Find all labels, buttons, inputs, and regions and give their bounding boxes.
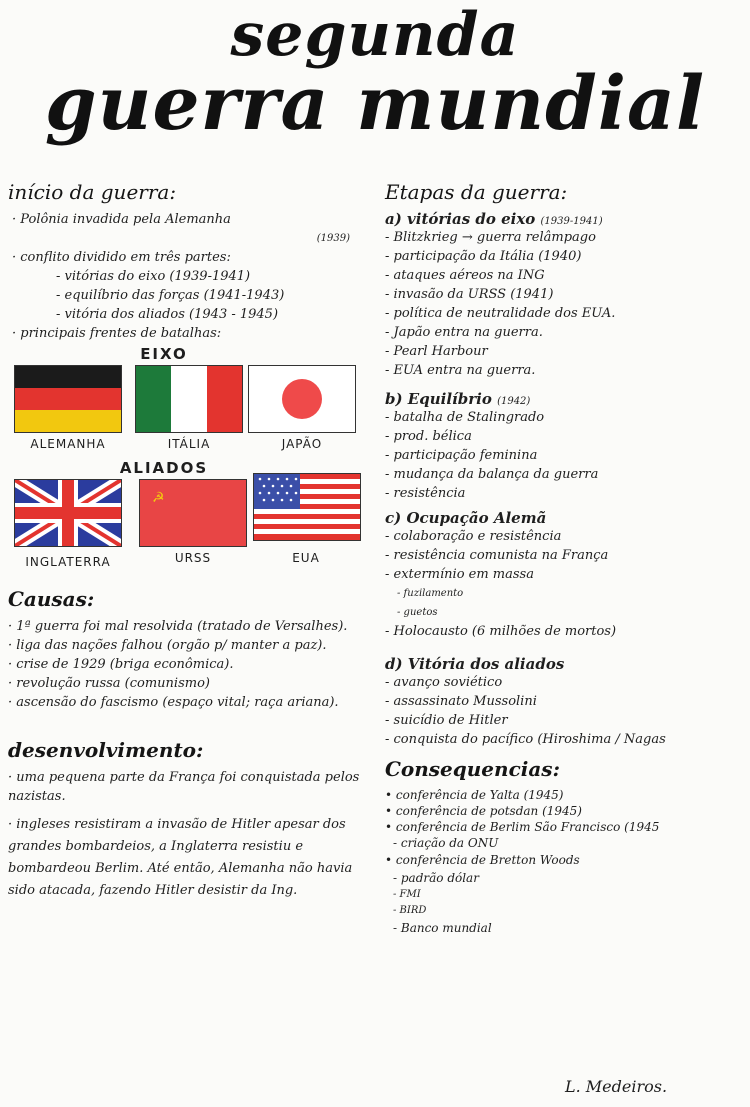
left-column — [8, 180, 380, 902]
etapa-c-subitem: - fuzilamento — [397, 588, 464, 599]
causas-item-text: 1ª guerra foi mal resolvida (tratado de Versalhes). — [16, 619, 348, 634]
etapa-b-item: - mudança da balança da guerra — [385, 467, 599, 482]
etapa-c-item: - resistência comunista na França — [385, 548, 609, 563]
consequencias-subitem: - padrão dólar — [393, 871, 479, 885]
etapa-b-years: (1942) — [497, 396, 531, 407]
consequencias-subitem: - BIRD — [393, 905, 427, 916]
causas-item: · revolução russa (comunismo) — [8, 676, 210, 691]
etapa-d-title: d) Vitória dos aliados — [385, 655, 565, 673]
consequencias-item: • conferência de Berlim São Francisco (1945 — [385, 820, 660, 834]
uk-flag — [14, 479, 122, 547]
etapa-a-item: - ataques aéreos na ING — [385, 268, 545, 283]
ussr-flag — [139, 479, 247, 547]
etapa-c-item: - extermínio em massa — [385, 567, 534, 582]
usa-flag-graphic — [254, 474, 360, 540]
etapa-d-item: - conquista do pacífico (Hiroshima / Nagas — [385, 732, 666, 747]
inicio-item-text: conflito dividido em três partes: — [20, 250, 231, 265]
causas-item: · ascensão do fascismo (espaço vital; raça ariana). — [8, 695, 339, 710]
causas-item: · liga das nações falhou (orgão p/ manter a paz). — [8, 638, 327, 653]
eixo-flags — [8, 363, 380, 459]
inicio-subitem: - equilíbrio das forças (1941-1943) — [56, 288, 285, 303]
desenvolvimento-item: · ingleses resistiram a invasão de Hitler apesar dos grandes bombardeios, a Inglaterra resistiu e bombardeou Berlim. Até então, Alemanha não havia sido atacada, fazendo Hitler desistir da Ing. — [8, 817, 353, 898]
consequencias-item: • conferência de Bretton Woods — [385, 853, 580, 867]
etapa-a-item: - Pearl Harbour — [385, 344, 488, 359]
etapa-c-subitem: - guetos — [397, 607, 438, 618]
italy-flag — [135, 365, 243, 433]
flag-label-japao: JAPÃO — [281, 437, 323, 451]
consequencias-item: • conferência de Yalta (1945) — [385, 788, 564, 802]
title-line-1: segunda — [230, 0, 520, 70]
aliados-title: ALIADOS — [119, 459, 209, 477]
consequencias-subitem: - criação da ONU — [393, 836, 499, 850]
etapa-c-item: - Holocausto (6 milhões de mortos) — [385, 624, 617, 639]
consequencias-subitem: - FMI — [393, 889, 421, 900]
inicio-subitem: - vitórias do eixo (1939-1941) — [56, 269, 251, 284]
author-signature: L. Medeiros. — [565, 1077, 668, 1096]
etapa-a-years: (1939-1941) — [540, 216, 603, 227]
inicio-item: · conflito dividido em três partes: — [12, 250, 231, 265]
etapa-a-title — [385, 210, 745, 228]
consequencias-subitem: - Banco mundial — [393, 921, 492, 935]
etapa-d-item: - assassinato Mussolini — [385, 694, 537, 709]
inicio-item-text: Polônia invadida pela Alemanha — [20, 212, 231, 227]
right-column — [385, 180, 745, 937]
inicio-item-text: principais frentes de batalhas: — [20, 326, 222, 341]
causas-item-text: ascensão do fascismo (espaço vital; raça ariana). — [16, 695, 339, 710]
eixo-title: EIXO — [140, 345, 188, 363]
consequencias-item: • conferência de potsdan (1945) — [385, 804, 582, 818]
flag-label-urss: URSS — [174, 551, 212, 565]
etapa-a-item: - Japão entra na guerra. — [385, 325, 543, 340]
desenvolvimento-item-text: ingleses resistiram a invasão de Hitler apesar dos grandes bombardeios, a Inglaterra resistiu e bombardeou Berlim. Até então, Alemanha não havia sido atacada, fazendo Hitler desistir da Ing. — [8, 817, 353, 898]
causas-item: · crise de 1929 (briga econômica). — [8, 657, 234, 672]
aliados-flags — [8, 477, 380, 581]
etapa-a-item: - participação da Itália (1940) — [385, 249, 582, 264]
etapa-b-title-text: b) Equilíbrio — [385, 390, 492, 408]
desenvolvimento-item: · uma pequena parte da França foi conquistada pelos nazistas. — [8, 770, 360, 804]
causas-item-text: crise de 1929 (briga econômica). — [16, 657, 234, 672]
flag-label-inglaterra: INGLATERRA — [25, 555, 111, 569]
hammer-sickle-icon: ☭ — [152, 490, 165, 506]
causas-item-text: revolução russa (comunismo) — [16, 676, 210, 691]
etapa-a-item: - Blitzkrieg → guerra relâmpago — [385, 230, 596, 245]
flag-label-alemanha: ALEMANHA — [30, 437, 106, 451]
inicio-item: · Polônia invadida pela Alemanha — [12, 212, 231, 227]
inicio-heading: início da guerra: — [8, 180, 177, 204]
etapa-d-item: - suicídio de Hitler — [385, 713, 508, 728]
uk-flag-graphic — [15, 480, 121, 546]
etapa-b-item: - batalha de Stalingrado — [385, 410, 545, 425]
etapa-c-item: - colaboração e resistência — [385, 529, 562, 544]
flag-label-italia: ITÁLIA — [167, 437, 211, 451]
inicio-item: · principais frentes de batalhas: — [12, 326, 222, 341]
flag-label-eua: EUA — [292, 551, 320, 565]
title-line-2: guerra mundial — [44, 61, 706, 147]
etapa-a-item: - política de neutralidade dos EUA. — [385, 306, 616, 321]
etapa-a-title-text: a) vitórias do eixo — [385, 210, 536, 228]
desenvolvimento-heading: desenvolvimento: — [8, 738, 204, 762]
inicio-item-year: (1939) — [316, 233, 350, 244]
etapa-d-item: - avanço soviético — [385, 675, 503, 690]
japan-flag — [248, 365, 356, 433]
consequencias-heading: Consequencias: — [385, 757, 560, 781]
etapa-a-item: - invasão da URSS (1941) — [385, 287, 554, 302]
etapa-a-item: - EUA entra na guerra. — [385, 363, 536, 378]
inicio-subitem: - vitória dos aliados (1943 - 1945) — [56, 307, 279, 322]
germany-flag — [14, 365, 122, 433]
etapas-heading: Etapas da guerra: — [385, 180, 568, 204]
causas-heading: Causas: — [8, 587, 95, 611]
etapa-c-title: c) Ocupação Alemã — [385, 509, 547, 527]
desenvolvimento-item-text: uma pequena parte da França foi conquistada pelos nazistas. — [8, 770, 360, 804]
etapa-b-item: - participação feminina — [385, 448, 538, 463]
causas-item-text: liga das nações falhou (orgão p/ manter a paz). — [16, 638, 327, 653]
usa-flag — [253, 473, 361, 541]
etapa-b-title — [385, 390, 745, 408]
etapa-b-item: - prod. bélica — [385, 429, 472, 444]
causas-item: · 1ª guerra foi mal resolvida (tratado de Versalhes). — [8, 619, 348, 634]
etapa-b-item: - resistência — [385, 486, 466, 501]
